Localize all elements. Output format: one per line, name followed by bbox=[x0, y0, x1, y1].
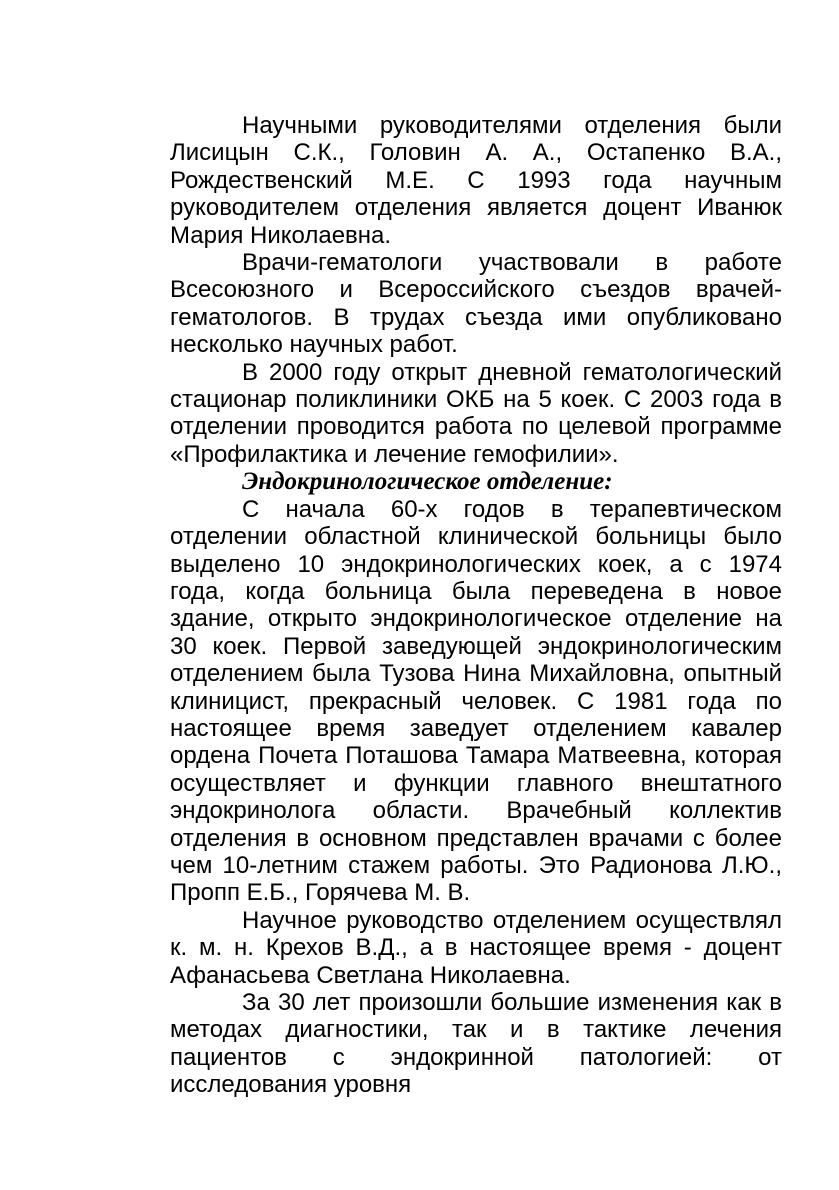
paragraph-scientific-supervisors: Научными руководителями отделения были Лисицын С.К., Головин А. А., Остапенко В.А., Рождественский М.Е. С 1993 года научным руководителем отделения является доцент Иванюк Мария Николаевна. bbox=[170, 112, 782, 249]
paragraph-endocrinology-science: Научное руководство отделением осуществлял к. м. н. Крехов В.Д., а в настоящее время - доцент Афанасьева Светлана Николаевна. bbox=[170, 906, 782, 989]
document-page bbox=[170, 112, 782, 1099]
paragraph-day-hospital: В 2000 году открыт дневной гематологический стационар поликлиники ОКБ на 5 коек. С 2003 года в отделении проводится работа по целевой программе «Профилактика и лечение гемофилии». bbox=[170, 358, 782, 468]
paragraph-endocrinology-changes: За 30 лет произошли большие изменения как в методах диагностики, так и в тактике лечения пациентов с эндокринной патологией: от исследования уровня bbox=[170, 989, 782, 1099]
section-heading-endocrinology: Эндокринологическое отделение: bbox=[242, 468, 613, 496]
paragraph-hematologists-congress: Врачи-гематологи участвовали в работе Всесоюзного и Всероссийского съездов врачей-гематологов. В трудах съезда ими опубликовано несколько научных работ. bbox=[170, 249, 782, 359]
paragraph-endocrinology-history: С начала 60-х годов в терапевтическом отделении областной клинической больницы было выделено 10 эндокринологических коек, а с 1974 года, когда больница была переведена в новое здание, открыто эндокринологическое отделение на 30 коек. Первой заведующей эндокринологическим отделением была Тузова Нина Михайловна, опытный клиницист, прекрасный человек. С 1981 года по настоящее время заведует отделением кавалер ордена Почета Поташова Тамара Матвеевна, которая осуществляет и функции главного внештатного эндокринолога области. Врачебный коллектив отделения в основном представлен врачами с более чем 10-летним стажем работы. Это Радионова Л.Ю., Пропп Е.Б., Горячева М. В. bbox=[170, 495, 782, 907]
